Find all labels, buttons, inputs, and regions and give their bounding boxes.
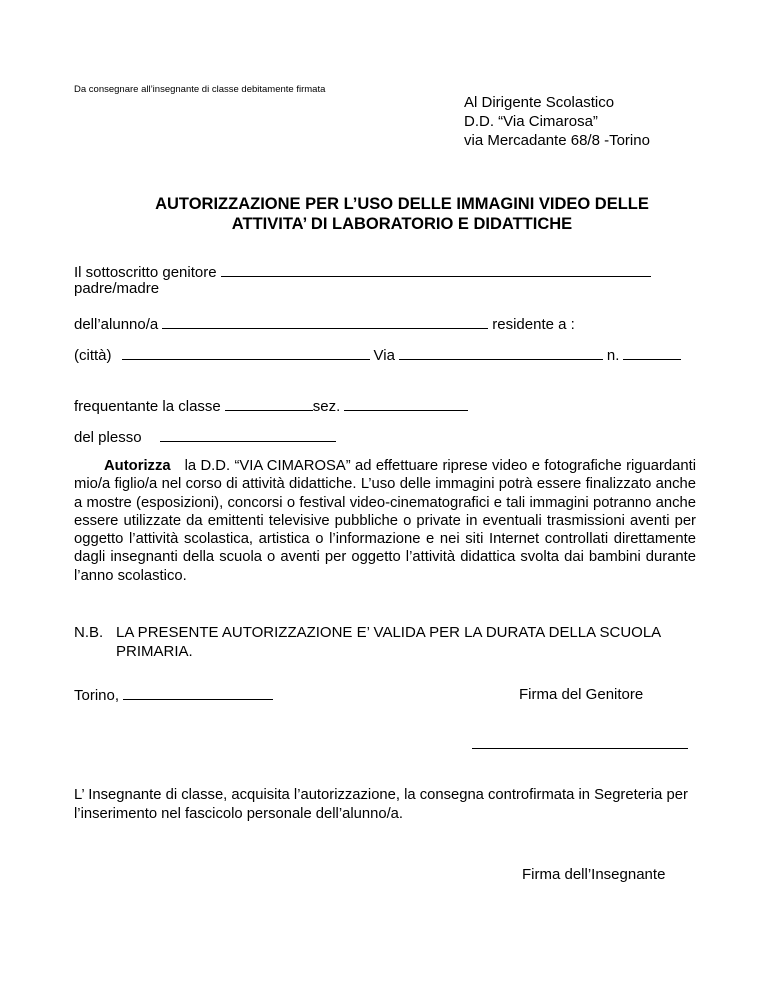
signer-role: padre/madre [74, 280, 160, 297]
student-row [74, 314, 575, 334]
recipient-line-3: via Mercadante 68/8 -Torino [464, 132, 650, 149]
class-row [74, 396, 472, 416]
address-row [74, 345, 685, 365]
recipient-line-2: D.D. “Via Cimarosa” [464, 113, 598, 130]
signer-row [74, 262, 655, 282]
recipient-line-1: Al Dirigente Scolastico [464, 94, 615, 111]
number-label: n. [606, 347, 620, 364]
document-title [74, 194, 730, 234]
nb-line-2: PRIMARIA. [116, 643, 193, 660]
place-label: Torino, [74, 687, 120, 704]
student-label: dell’alunno/a [74, 316, 159, 333]
school-field[interactable] [160, 427, 336, 442]
residence-label: residente a : [492, 316, 575, 333]
street-field[interactable] [399, 345, 603, 360]
nb-label: N.B. [74, 624, 104, 641]
nb-line-1: LA PRESENTE AUTORIZZAZIONE E’ VALIDA PER LA DURATA DELLA SCUOLA [116, 624, 662, 641]
street-number-field[interactable] [623, 345, 681, 360]
parent-signature-label: Firma del Genitore [519, 686, 644, 703]
authorization-keyword: Autorizza [104, 458, 171, 474]
delivery-note: Da consegnare all’insegnante di classe debitamente firmata [74, 84, 326, 95]
student-name-field[interactable] [162, 314, 488, 329]
street-label: Via [373, 347, 395, 364]
teacher-paragraph: L’ Insegnante di classe, acquisita l’autorizzazione, la consegna controfirmata in Segreteria per l’inserimento nel fascicolo personale dell’alunno/a. [74, 787, 688, 822]
authorization-text: la D.D. “VIA CIMAROSA” ad effettuare riprese video e fotografiche riguardanti mio/a figlio/a nel corso di attività didattiche. L’uso delle immagini potrà essere finalizzato anche a mostre (esposizioni), concorsi o festival video-cinematografici e tali immagini potranno anche essere utilizzate da emittenti televisive pubbliche o private in eventuali trasmissioni aventi per oggetto l’attività scolastica, artistica o l’informazione e nei siti Internet controllati direttamente dagli insegnanti della scuola o aventi per oggetto l’attività didattica svolta dai bambini durante l’anno scolastico. [74, 458, 696, 584]
title-line-2: ATTIVITA’ DI LABORATORIO E DIDATTICHE [231, 215, 573, 233]
teacher-signature-label: Firma dell’Insegnante [522, 866, 666, 883]
nb-notice [74, 623, 661, 661]
date-field[interactable] [123, 685, 273, 700]
school-label: del plesso [74, 429, 142, 446]
class-field[interactable] [225, 396, 313, 411]
recipient-address [464, 93, 650, 150]
section-field[interactable] [344, 396, 468, 411]
section-label: sez. [312, 398, 341, 415]
parent-signature-field[interactable] [472, 733, 688, 749]
school-row [74, 427, 340, 447]
authorization-paragraph [74, 457, 696, 585]
place-date-row [74, 685, 277, 705]
signer-label: Il sottoscritto genitore [74, 264, 217, 281]
title-line-1: AUTORIZZAZIONE PER L’USO DELLE IMMAGINI VIDEO DELLE [155, 195, 649, 213]
class-label: frequentante la classe [74, 398, 221, 415]
city-field[interactable] [122, 345, 370, 360]
city-label: (città) [74, 347, 112, 364]
signer-name-field[interactable] [221, 262, 651, 277]
